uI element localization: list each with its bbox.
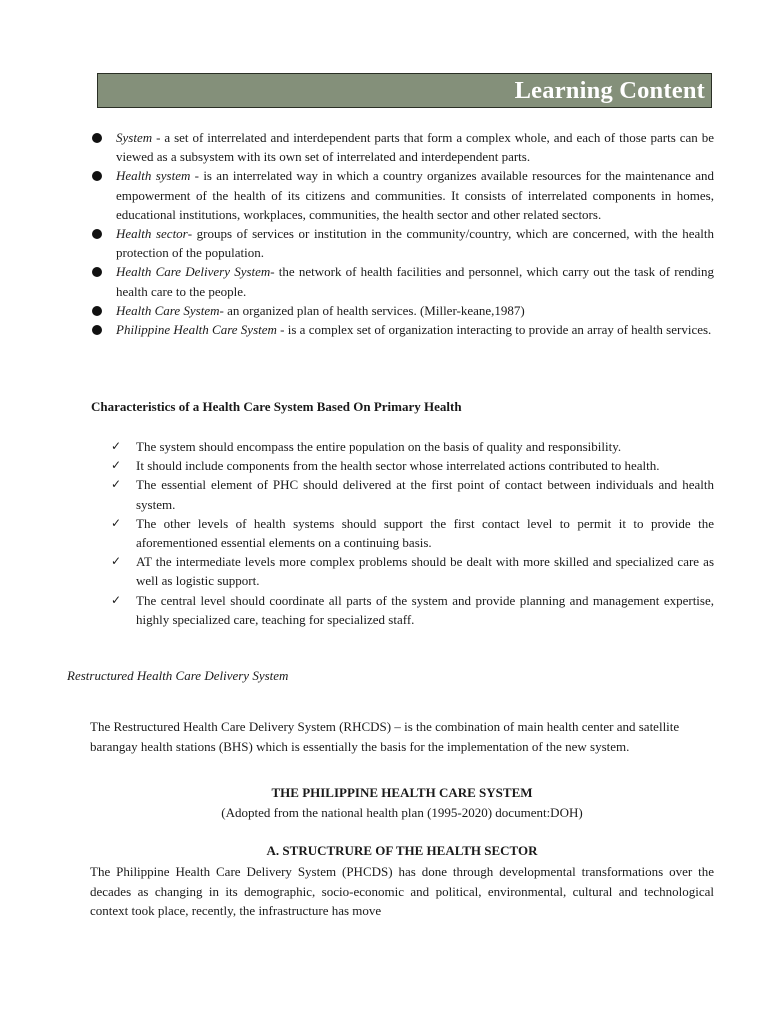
- bullet-icon: [92, 229, 102, 239]
- characteristic-item: [111, 437, 714, 456]
- characteristic-text: The essential element of PHC should delivered at the first point of contact between individuals and health system.: [136, 477, 714, 512]
- bullet-icon: [92, 133, 102, 143]
- bullet-icon: [92, 267, 102, 277]
- characteristic-item: [111, 591, 714, 629]
- characteristic-item: [111, 475, 714, 513]
- definition-text: - is an interrelated way in which a country organizes available resources for the maintenance and empowerment of the health of its citizens and communities. It consists of interrelated components in homes, educational institutions, workplaces, communities, the health sector and other related sectors.: [116, 168, 714, 222]
- definition-text: - a set of interrelated and interdependent parts that form a complex whole, and each of those parts can be viewed as a subsystem with its own set of interrelated and interdependent parts.: [116, 130, 714, 165]
- characteristic-text: The central level should coordinate all parts of the system and provide planning and management expertise, highly specialized care, teaching for specialized staff.: [136, 592, 714, 627]
- definition-text: - the network of health facilities and personnel, which carry out the task of rending health care to the people.: [116, 264, 714, 299]
- rhcds-paragraph: The Restructured Health Care Delivery System (RHCDS) – is the combination of main health center and satellite barangay health stations (BHS) which is essentially the basis for the implementation of the new system.: [90, 719, 680, 754]
- checkmark-icon: ✓: [111, 458, 122, 473]
- characteristic-text: AT the intermediate levels more complex problems should be dealt with more skilled and specialized care as well as logistic support.: [136, 554, 714, 589]
- characteristic-text: The other levels of health systems should support the first contact level to permit it to provide the aforementioned essential elements on a continuing basis.: [136, 515, 714, 551]
- phcs-paragraph: The Philippine Health Care Delivery System (PHCDS) has done through developmental transformations over the decades as changing in its demographic, socio-economic and political, environmental, cultural and technological context took place, recently, the infrastructure has move: [90, 864, 714, 918]
- bullet-icon: [92, 171, 102, 181]
- rhcds-heading: Restructured Health Care Delivery System: [67, 668, 289, 683]
- phcs-title: THE PHILIPPINE HEALTH CARE SYSTEM: [271, 785, 533, 800]
- definition-term: Philippine Health Care System: [116, 322, 277, 338]
- learning-content-banner: [97, 73, 712, 108]
- definitions-list: [90, 128, 714, 339]
- bullet-icon: [92, 306, 102, 316]
- checkmark-icon: ✓: [111, 592, 122, 607]
- characteristic-text: The system should encompass the entire population on the basis of quality and responsibility.: [136, 439, 622, 454]
- characteristics-heading: Characteristics of a Health Care System Based On Primary Health: [91, 399, 462, 414]
- definition-text: - groups of services or institution in the community/country, which are concerned, with the health protection of the population.: [116, 226, 714, 261]
- checkmark-icon: ✓: [111, 554, 122, 569]
- characteristic-item: [111, 514, 714, 552]
- definition-item: [90, 320, 714, 339]
- definition-term: Health system: [116, 168, 191, 184]
- bullet-icon: [92, 325, 102, 335]
- characteristic-item: [111, 456, 714, 475]
- definition-item: [90, 224, 714, 262]
- definition-item: [90, 166, 714, 224]
- checkmark-icon: ✓: [111, 477, 122, 492]
- structure-section-title: A. STRUCTRURE OF THE HEALTH SECTOR: [266, 843, 538, 858]
- definition-term: Health Care System: [116, 302, 220, 318]
- characteristic-item: [111, 552, 714, 590]
- checkmark-icon: ✓: [111, 515, 122, 530]
- definition-item: [90, 128, 714, 166]
- definition-text: - an organized plan of health services. (Miller-keane,1987): [219, 302, 525, 318]
- definition-term: Health sector: [116, 226, 188, 242]
- banner-title: Learning Content: [514, 77, 705, 104]
- characteristics-list: [111, 437, 714, 629]
- definition-item: [90, 301, 714, 320]
- characteristic-text: It should include components from the health sector whose interrelated actions contributed to health.: [136, 458, 660, 474]
- definition-term: System: [116, 130, 153, 145]
- definition-term: Health Care Delivery System: [116, 264, 271, 280]
- checkmark-icon: ✓: [111, 439, 122, 453]
- definition-item: [90, 262, 714, 300]
- definition-text: - is a complex set of organization interacting to provide an array of health services.: [276, 322, 712, 338]
- phcs-subtitle: (Adopted from the national health plan (1995-2020) document:DOH): [221, 805, 583, 820]
